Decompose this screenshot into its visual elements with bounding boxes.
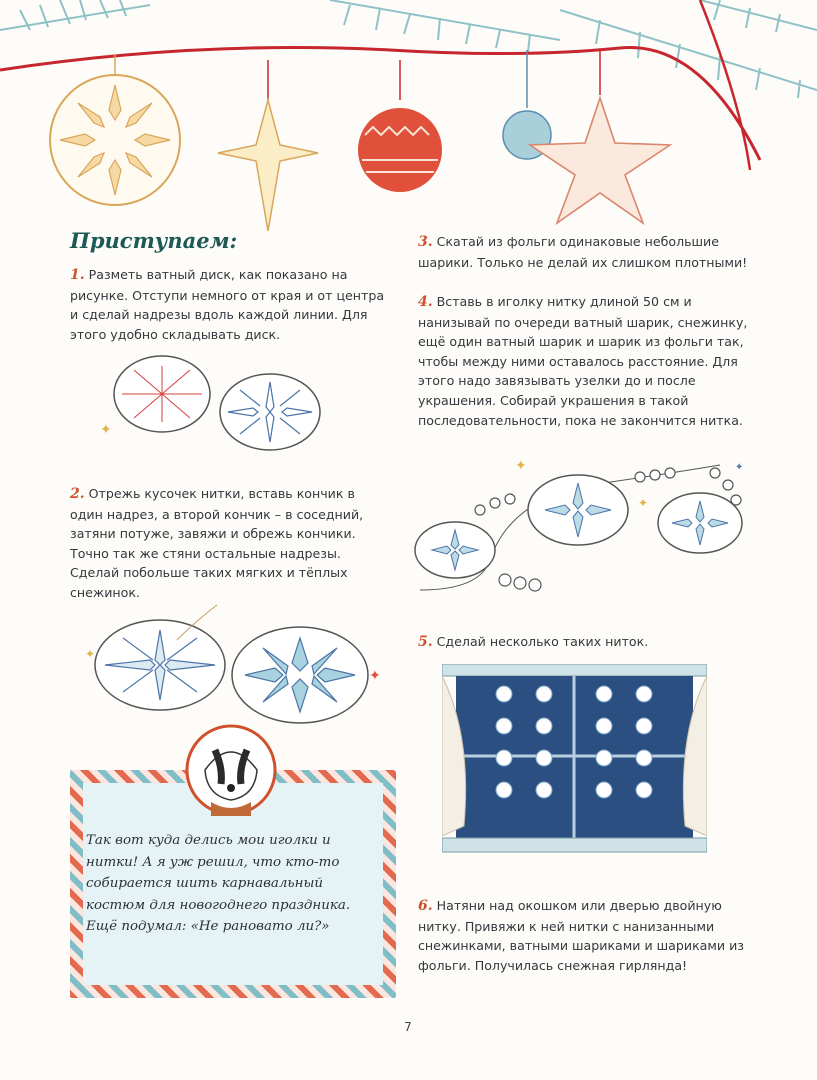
- page-number: 7: [404, 1020, 412, 1034]
- step-3: [418, 232, 748, 272]
- step-number: 2.: [70, 486, 85, 502]
- character-quote: Так вот куда делись мои иголки и нитки! А я уж решил, что кто-то собирается шить карнавальный костюм для новогоднего праздника. Ещё подумал: «Не рановато ли?»: [86, 833, 351, 935]
- cotton-snowflake-illustration: [85, 600, 385, 730]
- step-text: Отрежь кусочек нитки, вставь кончик в один надрез, а второй кончик – в соседний, затяни потуже, завяжи и обрежь кончики. Точно так же стяни остальные надрезы. Сделай побольше таких мягких и тёплых снежинок.: [70, 486, 364, 600]
- christmas-decoration-illustration: [0, 0, 817, 245]
- step-text: Сделай несколько таких ниток.: [436, 634, 649, 649]
- step-text: Скатай из фольги одинаковые небольшие шарики. Только не делай их слишком плотными!: [418, 234, 748, 270]
- step-number: 5.: [418, 634, 433, 650]
- step-6: [418, 896, 748, 975]
- svg-text:✦: ✦: [85, 647, 96, 661]
- svg-text:✦: ✦: [369, 668, 381, 684]
- step-text: Вставь в иголку нитку длиной 50 см и нанизывай по очереди ватный шарик, снежинку, ещё один ватный шарик и шарик из фольги так, чтобы между ними оставалось расстояние. Для этого надо завязывать узелки до и после украшения. Собирай украшения в такой последовательности, пока не закончится нитка.: [418, 294, 748, 428]
- garland-string-illustration: [410, 455, 755, 595]
- step-5: [418, 632, 748, 653]
- step-number: 1.: [70, 267, 85, 283]
- step-number: 3.: [418, 234, 433, 250]
- step-text: Натяни над окошком или дверью двойную нитку. Привяжи к ней нитки с нанизанными снежинками, ватными шариками и шариками из фольги. Получилась снежная гирлянда!: [418, 898, 744, 973]
- window-garland-illustration: [442, 664, 707, 860]
- page-heading: Приступаем:: [70, 228, 238, 253]
- step-number: 6.: [418, 898, 433, 914]
- step-1: [70, 265, 388, 344]
- step-2: [70, 484, 388, 603]
- badger-character-illustration: [183, 722, 279, 818]
- svg-text:✦: ✦: [735, 462, 744, 473]
- step-number: 4.: [418, 294, 433, 310]
- svg-text:✦: ✦: [638, 496, 649, 510]
- svg-text:✦: ✦: [515, 458, 527, 474]
- cotton-disc-marking-illustration: [100, 352, 330, 452]
- step-text: Разметь ватный диск, как показано на рисунке. Отступи немного от края и от центра и сделай надрезы вдоль каждой линии. Для этого удобно складывать диск.: [70, 267, 385, 342]
- step-4: [418, 292, 748, 430]
- svg-text:✦: ✦: [100, 422, 112, 438]
